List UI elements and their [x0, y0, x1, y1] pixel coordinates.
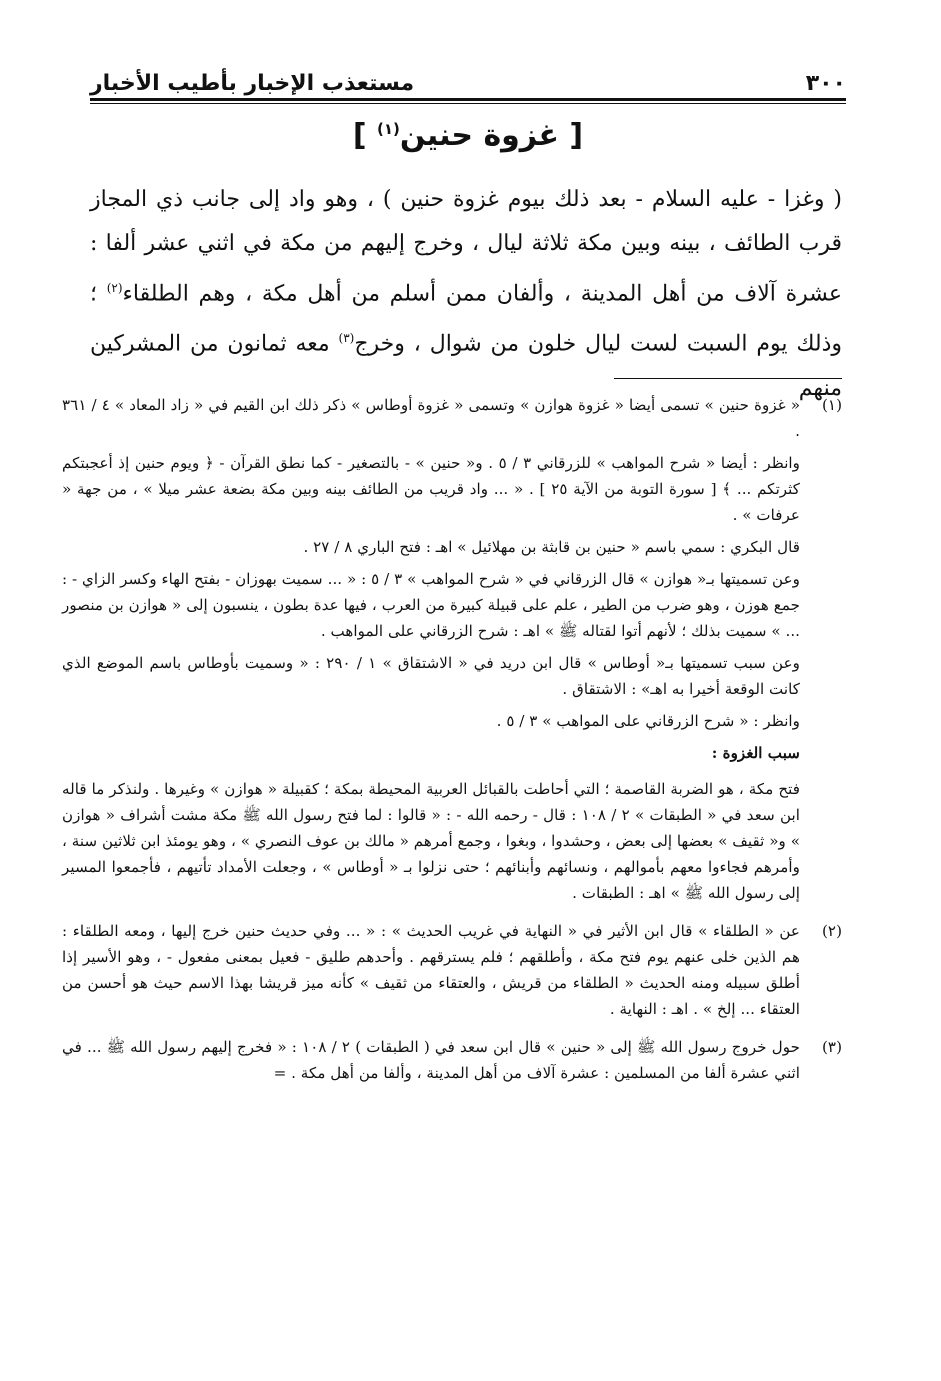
- footnote-number: (٢): [821, 922, 842, 940]
- footnote-2: [62, 918, 842, 1028]
- main-text-part3: معه ثمانون من المشركين منهم: [90, 331, 842, 401]
- footnote-paragraph: وانظر : « شرح الزرقاني على المواهب » ٣ / ٥ .: [496, 712, 800, 730]
- section-title-close: ]: [352, 118, 378, 153]
- header-rule: [90, 98, 846, 101]
- main-text-part1: ( وغزا - عليه السلام - بعد ذلك بيوم غزوة حنين ) ، وهو واد إلى جانب ذي المجاز قرب الطائف ، بينه وبين مكة ثلاثة ليال ، وخرج إليهم من مكة في اثني عشر ألفا : عشرة آلاف من أهل المدينة ، وألفان ممن أسلم من أهل مكة ، وهم الطلقاء: [90, 187, 842, 307]
- footnote-number: (١): [821, 396, 842, 414]
- main-text-part2: ؛ وذلك يوم السبت لست ليال خلون من شوال ، وخرج: [90, 281, 842, 357]
- footnote-paragraph: فتح مكة ، هو الضربة القاصمة ؛ التي أحاطت بالقبائل العربية المحيطة بمكة ؛ كقبيلة « هوازن » وغيرها . ولنذكر ما قاله ابن سعد في « الطبقات » ٢ / ١٠٨ : قال - رحمه الله - : « قالوا : لما فتح رسول الله ﷺ مكة مشت أشراف « هوازن » و« ثقيف » بعضها إلى بعض ، وحشدوا ، وبغوا ، وجمع أمرهم « مالك بن عوف النصري » ، وهو يومئذ ابن ثلاثين سنة ، وأمرهم فجاءوا معهم بأموالهم ، ونسائهم وأبنائهم ؛ حتى نزلوا بـ « أوطاس » ، وجعلت الأمداد تأتيهم ، فأجمعوا المسير إلى رسول الله ﷺ » اهـ : الطبقات .: [62, 780, 801, 902]
- footnote-ref-3: (٣): [338, 331, 355, 346]
- footnotes: [62, 392, 842, 1092]
- footnote-separator: [614, 378, 842, 379]
- footnote-3: [62, 1034, 842, 1092]
- book-title: مستعذب الإخبار بأطيب الأخبار: [90, 71, 415, 96]
- footnote-subheading: سبب الغزوة :: [711, 744, 800, 762]
- footnote-number: (٣): [821, 1038, 842, 1056]
- section-title-text: [ غزوة حنين: [399, 118, 584, 153]
- page-header: [90, 56, 846, 96]
- footnote-body: [62, 392, 800, 912]
- footnote-paragraph: قال البكري : سمي باسم « حنين بن قابثة بن مهلائيل » اهـ : فتح الباري ٨ / ٢٧ .: [303, 538, 800, 556]
- footnote-1: [62, 392, 842, 912]
- main-text: [90, 178, 842, 411]
- section-title: [90, 118, 846, 153]
- footnote-paragraph: وانظر : أيضا « شرح المواهب » للزرقاني ٣ / ٥ . و« حنين » - بالتصغير - كما نطق القرآن - ﴿ ويوم حنين إذ أعجبتكم كثرتكم ... ﴾ [ سورة التوبة من الآية ٢٥ ] . « ... واد قريب من الطائف بينه وبين مكة بضعة عشر ميلا » ، من جهة « عرفات » .: [62, 454, 800, 524]
- footnote-paragraph: « غزوة حنين » تسمى أيضا « غزوة هوازن » وتسمى « غزوة أوطاس » ذكر ذلك ابن القيم في « زاد المعاد » ٤ / ٣٦١ .: [62, 396, 801, 440]
- main-paragraph: [90, 178, 842, 411]
- footnote-ref-1: (١): [377, 120, 400, 138]
- page-number: ٣٠٠: [805, 71, 846, 96]
- footnote-paragraph: عن « الطلقاء » قال ابن الأثير في « النهاية في غريب الحديث » : « ... وفي حديث حنين خرج إليها ، ومعه الطلقاء : هم الذين خلى عنهم يوم فتح مكة ، وأطلقهم ؛ فلم يسترقهم . وأحدهم طليق - فعيل بمعنى مفعول - ، وهو الأسير إذا أطلق سبيله ومنه الحديث « الطلقاء من قريش ، والعتقاء من ثقيف » كأنه ميز قريشا بهذا الاسم حيث هو أحسن من العتقاء ... إلخ » . اهـ : النهاية .: [62, 922, 800, 1018]
- footnote-paragraph: وعن سبب تسميتها بـ« أوطاس » قال ابن دريد في « الاشتقاق » ١ / ٢٩٠ : « وسميت بأوطاس باسم الموضع الذي كانت الوقعة أخيرا به اهـ» : الاشتقاق .: [62, 654, 800, 698]
- footnote-paragraph: وعن تسميتها بـ« هوازن » قال الزرقاني في « شرح المواهب » ٣ / ٥ : « ... سميت بهوزان - بفتح الهاء وكسر الزاي - : جمع هوزن ، وهو ضرب من الطير ، علم على قبيلة كبيرة من العرب ، فيها عدة بطون ، ينسبون إلى « هوازن بن منصور ... » سميت بذلك ؛ لأنهم أتوا لقتاله ﷺ » اهـ : شرح الزرقاني على المواهب .: [62, 570, 800, 640]
- footnote-ref-2: (٢): [106, 281, 123, 295]
- footnote-paragraph: حول خروج رسول الله ﷺ إلى « حنين » قال ابن سعد في ( الطبقات ) ٢ / ١٠٨ : « فخرج إليهم رسول الله ﷺ ... في اثني عشرة ألفا من المسلمين : عشرة آلاف من أهل المدينة ، وألفا من أهل مكة . =: [62, 1038, 800, 1082]
- footnote-body: [62, 1034, 800, 1092]
- footnote-body: [62, 918, 800, 1028]
- header-rule-thin: [90, 103, 846, 104]
